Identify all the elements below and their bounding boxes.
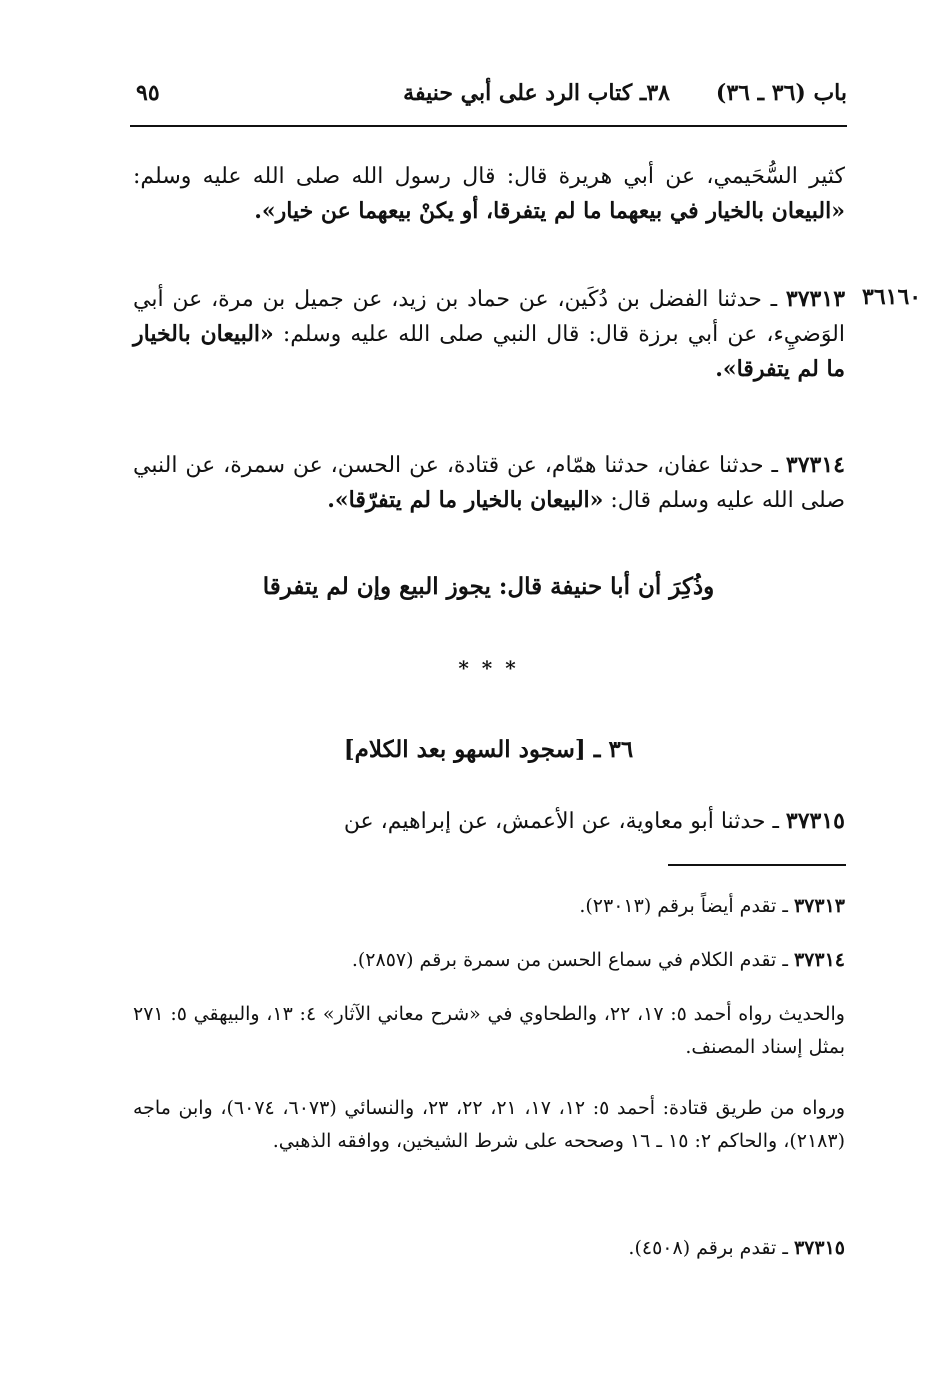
footnote-text: ـ تقدم برقم (٤٥٠٨).	[628, 1237, 788, 1259]
statement-line: وذُكِرَ أن أبا حنيفة قال: يجوز البيع وإن لم يتفرقا	[262, 573, 715, 600]
hadith-text: ـ حدثنا أبو معاوية، عن الأعمش، عن إبراهيم، عن	[343, 809, 779, 834]
header-chapter: باب (٣٦ ـ ٣٦)	[715, 80, 847, 106]
hadith-number: ٣٧٣١٣	[785, 286, 846, 312]
header-book-title: ٣٨ـ كتاب الرد على أبي حنيفة	[403, 80, 670, 106]
header-title	[403, 80, 847, 106]
hadith-quote: «البيعان بالخيار في بيعهما ما لم يتفرقا، أو يكنْ بيعهما عن خيار».	[254, 198, 845, 225]
hadith-text: ـ حدثنا الفضل بن دُكَين، عن حماد بن زيد، عن جميل بن مرة، عن أبي الوَضيِء، عن أبي برزة قال: قال النبي صلى الله عليه وسلم:	[133, 287, 845, 348]
hadith-37315	[133, 804, 845, 839]
separator-asterisks: * * *	[458, 656, 519, 680]
paragraph-text: كثير السُّحَيمي، عن أبي هريرة قال: قال رسول الله صلى الله عليه وسلم:	[133, 164, 845, 189]
footnote-number: ٣٧٣١٥	[793, 1237, 845, 1259]
hadith-number: ٣٧٣١٥	[785, 808, 845, 834]
hadith-37314	[133, 448, 845, 518]
footnote-number: ٣٧٣١٤	[793, 949, 845, 971]
footnote-37313	[133, 890, 845, 923]
footnote-text: ـ تقدم الكلام في سماع الحسن من سمرة برقم (٢٨٥٧).	[351, 949, 788, 971]
footnote-37314	[133, 944, 845, 977]
hadith-quote: «البيعان بالخيار ما لم يتفرقا».	[133, 321, 845, 383]
hadith-text: ـ حدثنا عفان، حدثنا همّام، عن قتادة، عن الحسن، عن سمرة، عن النبي صلى الله عليه وسلم قال:	[133, 453, 845, 514]
section-heading: ٣٦ ـ [سجود السهو بعد الكلام]	[343, 736, 634, 763]
running-header	[130, 80, 847, 120]
footnote-paragraph: ورواه من طريق قتادة: أحمد ٥: ١٢، ١٧، ٢١، ٢٢، ٢٣، والنسائي (٦٠٧٣، ٦٠٧٤)، وابن ماجه (٢١٨٣)، والحاكم ٢: ١٥ ـ ١٦ وصححه على شرط الشيخين، ووافقه الذهبي.	[133, 1097, 846, 1153]
footnote-text: ـ تقدم أيضاً برقم (٢٣٠١٣).	[579, 895, 788, 917]
footnote-number: ٣٧٣١٣	[793, 895, 845, 917]
footnote-paragraph: والحديث رواه أحمد ٥: ١٧، ٢٢، والطحاوي في «شرح معاني الآثار» ٤: ١٣، والبيهقي ٥: ٢٧١ بمثل إسناد المصنف.	[133, 1003, 845, 1059]
paragraph-continuation	[133, 160, 845, 229]
footnote-rule	[668, 864, 846, 866]
hadith-37313	[133, 282, 845, 387]
hadith-number: ٣٧٣١٤	[785, 452, 845, 478]
margin-number: ٣٦١٦٠	[862, 284, 922, 310]
page-number: ٩٥	[136, 80, 160, 106]
hadith-quote: «البيعان بالخيار ما لم يتفرّقا».	[327, 487, 604, 514]
header-rule	[130, 125, 847, 127]
footnote-37315	[133, 1232, 845, 1265]
